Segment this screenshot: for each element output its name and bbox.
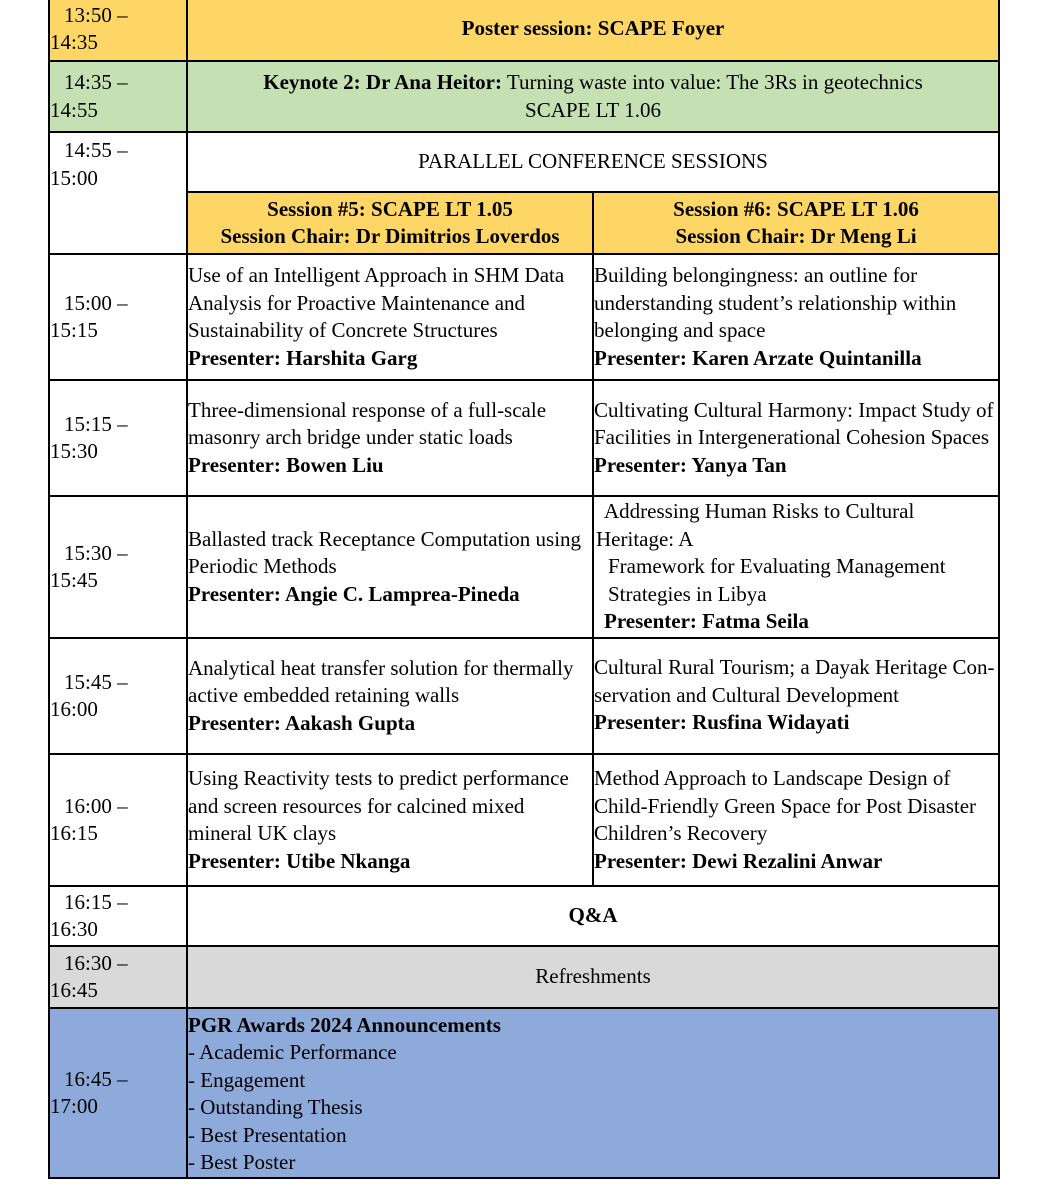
parallel-sessions-label: PARALLEL CONFERENCE SESSIONS <box>187 132 999 192</box>
talk-presenter: Presenter: Karen Arzate Quintanilla <box>594 345 922 370</box>
talk-title-line: Addressing Human Risks to Cultural <box>604 499 915 524</box>
time-end: 15:30 <box>50 439 98 463</box>
session-title: Session #6: SCAPE LT 1.06 <box>673 196 919 221</box>
time-start: 15:45 – <box>64 669 128 694</box>
awards-item: - Best Presentation <box>188 1122 347 1147</box>
time-start: 16:15 – <box>64 889 128 914</box>
poster-session-label: Poster session: SCAPE Foyer <box>187 0 999 61</box>
talk-presenter: Presenter: Bowen Liu <box>188 452 384 477</box>
talk-title-line: Framework for Evaluating Management <box>608 554 946 579</box>
time-cell <box>49 754 187 886</box>
time-end: 16:15 <box>50 821 98 845</box>
session-6-header <box>593 192 999 254</box>
awards-title: PGR Awards 2024 Announcements <box>188 1012 501 1037</box>
talk-cell <box>593 496 999 638</box>
keynote-cell <box>187 61 999 132</box>
time-cell <box>49 132 187 254</box>
talk-title: Use of an Intelligent Approach in SHM Data Analysis for Proactive Maintenance and Sustainability of Concrete Structures <box>188 263 565 342</box>
talk-presenter: Presenter: Rusfina Widayati <box>594 710 850 734</box>
time-start: 16:30 – <box>64 950 128 975</box>
table-row <box>49 380 999 496</box>
talk-title-line: Heritage: A <box>596 526 694 551</box>
time-end: 17:00 <box>50 1094 98 1118</box>
time-cell <box>49 61 187 132</box>
talk-presenter: Presenter: Fatma Seila <box>604 609 809 634</box>
time-end: 16:30 <box>50 917 98 941</box>
talk-presenter: Presenter: Harshita Garg <box>188 345 418 370</box>
time-end: 14:55 <box>50 97 98 122</box>
talk-cell <box>593 254 999 380</box>
time-start: 14:55 – <box>64 138 128 162</box>
keynote-location: SCAPE LT 1.06 <box>525 97 661 122</box>
session-title: Session #5: SCAPE LT 1.05 <box>267 196 513 221</box>
session-5-header <box>187 192 593 254</box>
row-refreshments <box>49 946 999 1008</box>
talk-title-line: Strategies in Libya <box>608 581 767 606</box>
qa-label: Q&A <box>187 886 999 946</box>
session-chair: Session Chair: Dr Dimitrios Loverdos <box>220 224 560 248</box>
talk-title: Cultivating Cultural Harmony: Impact Study of Facilities in Intergenerational Cohesion Spaces <box>594 397 994 450</box>
time-start: 15:15 – <box>64 411 128 436</box>
time-cell <box>49 254 187 380</box>
time-start: 14:35 – <box>64 70 128 94</box>
talk-cell <box>187 496 593 638</box>
time-cell <box>49 380 187 496</box>
talk-presenter: Presenter: Dewi Rezalini Anwar <box>594 848 883 873</box>
awards-item: - Best Poster <box>188 1150 296 1174</box>
awards-cell <box>187 1008 999 1178</box>
schedule-table <box>48 0 1000 1179</box>
time-end: 14:35 <box>50 30 98 54</box>
time-cell <box>49 1008 187 1178</box>
time-start: 15:00 – <box>64 290 128 315</box>
talk-cell <box>593 380 999 496</box>
talk-cell <box>187 254 593 380</box>
session-chair: Session Chair: Dr Meng Li <box>675 224 917 248</box>
talk-presenter: Presenter: Yanya Tan <box>594 452 787 477</box>
awards-item: - Outstanding Thesis <box>188 1095 363 1119</box>
talk-presenter: Presenter: Utibe Nkanga <box>188 848 411 873</box>
talk-cell <box>187 380 593 496</box>
time-cell <box>49 496 187 638</box>
table-row <box>49 638 999 754</box>
awards-item: - Academic Performance <box>188 1040 397 1064</box>
time-cell <box>49 886 187 946</box>
time-start: 16:00 – <box>64 793 128 818</box>
talk-title: Building belongingness: an outline for understanding student’s relationship within belonging and space <box>594 263 957 342</box>
time-end: 16:45 <box>50 978 98 1002</box>
talk-cell <box>187 754 593 886</box>
talk-cell <box>593 754 999 886</box>
talk-title: Cultural Rural Tourism; a Dayak Heritage Con-servation and Cultural Development <box>594 655 995 707</box>
talk-title: Analytical heat transfer solution for thermally active embedded retaining walls <box>188 655 574 708</box>
talk-title: Using Reactivity tests to predict performance and screen resources for calcined mixed mineral UK clays <box>188 766 569 845</box>
table-row <box>49 754 999 886</box>
time-start: 13:50 – <box>64 2 128 27</box>
talk-title: Ballasted track Receptance Computation using Periodic Methods <box>188 526 582 579</box>
time-end: 15:00 <box>50 165 98 190</box>
time-start: 15:30 – <box>64 540 128 565</box>
talk-presenter: Presenter: Aakash Gupta <box>188 710 416 735</box>
refreshments-label: Refreshments <box>187 946 999 1008</box>
talk-title: Three-dimensional response of a full-scale masonry arch bridge under static loads <box>188 397 547 450</box>
row-poster-session <box>49 0 999 61</box>
talk-cell <box>593 638 999 754</box>
time-end: 16:00 <box>50 697 98 721</box>
time-end: 15:15 <box>50 318 98 342</box>
keynote-title: Turning waste into value: The 3Rs in geotechnics <box>502 70 923 94</box>
row-qa <box>49 886 999 946</box>
time-cell <box>49 0 187 61</box>
keynote-speaker: Keynote 2: Dr Ana Heitor: <box>263 70 502 94</box>
time-end: 15:45 <box>50 568 98 592</box>
time-cell <box>49 638 187 754</box>
row-awards <box>49 1008 999 1178</box>
time-start: 16:45 – <box>64 1066 128 1091</box>
talk-title: Method Approach to Landscape Design of Child-Friendly Green Space for Post Disaster Children’s Recovery <box>594 766 977 845</box>
awards-item: - Engagement <box>188 1067 306 1092</box>
table-row <box>49 254 999 380</box>
talk-presenter: Presenter: Angie C. Lamprea-Pineda <box>188 581 520 606</box>
table-row <box>49 496 999 638</box>
row-keynote <box>49 61 999 132</box>
row-parallel-sessions <box>49 132 999 192</box>
row-session-headers <box>49 192 999 254</box>
time-cell <box>49 946 187 1008</box>
talk-cell <box>187 638 593 754</box>
